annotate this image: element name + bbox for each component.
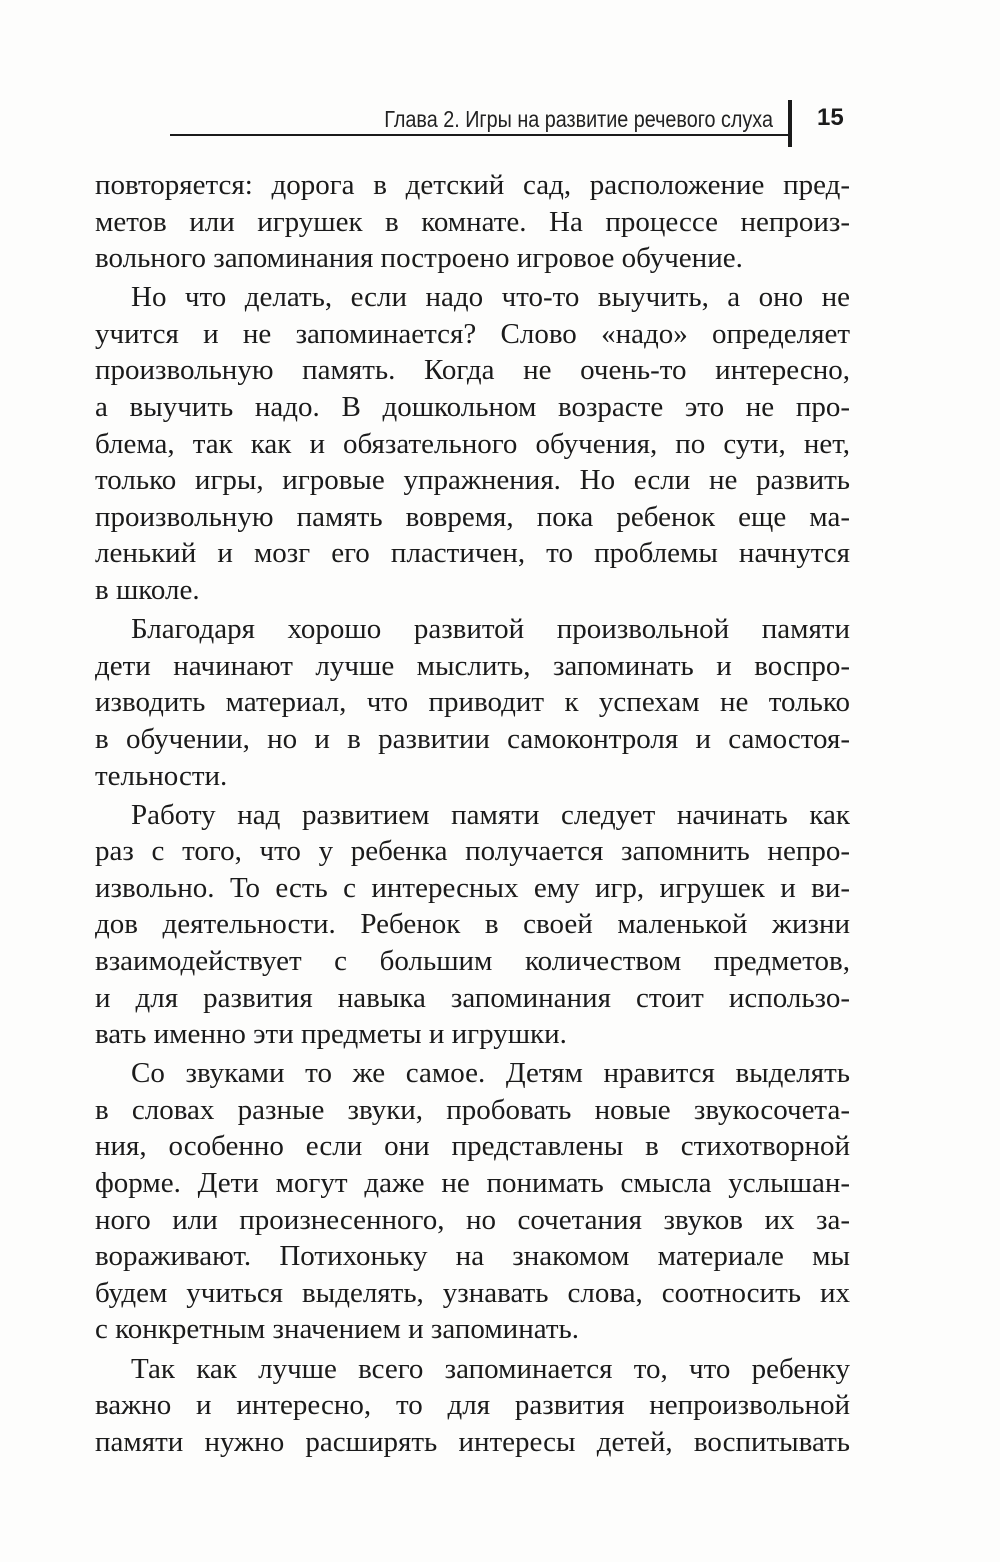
text-line: извольно. То есть с интересных ему игр, игрушек и ви- <box>95 871 850 904</box>
text-line: в обучении, но и в развитии самоконтроля и самостоя- <box>95 722 850 755</box>
text-line: форме. Дети могут даже не понимать смысла услышан- <box>95 1167 850 1200</box>
text-line: ного или произнесенного, но сочетания звуков их за- <box>95 1203 850 1236</box>
paragraph <box>95 797 850 1053</box>
text-line: Так как лучше всего запоминается то, что ребенку <box>131 1352 850 1385</box>
paragraph <box>95 1055 850 1348</box>
text-line: дети начинают лучше мыслить, запоминать и воспро- <box>95 649 850 682</box>
text-line: памяти нужно расширять интересы детей, воспитывать <box>95 1425 850 1458</box>
text-line: только игры, игровые упражнения. Но если не развить <box>95 464 850 497</box>
text-line: раз с того, что у ребенка получается запомнить непро- <box>95 835 850 868</box>
text-line: учится и не запоминается? Слово «надо» определяет <box>95 317 850 350</box>
text-line: тельности. <box>95 759 228 792</box>
paragraph <box>95 1351 850 1461</box>
text-line: ленький и мозг его пластичен, то проблемы начнутся <box>95 537 850 570</box>
text-line: Со звуками то же самое. Детям нравится выделять <box>131 1057 850 1090</box>
text-line: будем учиться выделять, узнавать слова, соотносить их <box>95 1276 850 1309</box>
paragraph <box>95 611 850 794</box>
text-line: произвольную память вовремя, пока ребенок еще ма- <box>95 500 850 533</box>
paragraph <box>95 167 850 277</box>
running-head-title: Глава 2. Игры на развитие речевого слуха <box>384 106 773 132</box>
page-body <box>95 167 850 1460</box>
text-line: в школе. <box>95 574 200 607</box>
text-line: с конкретным значением и запоминать. <box>95 1313 579 1346</box>
paragraph <box>95 279 850 608</box>
text-line: ния, особенно если они представлены в стихотворной <box>95 1130 850 1163</box>
text-line: важно и интересно, то для развития непроизвольной <box>95 1389 850 1422</box>
text-line: произвольную память. Когда не очень-то интересно, <box>95 354 850 387</box>
text-line: взаимодействует с большим количеством предметов, <box>95 944 850 977</box>
text-line: блема, так как и обязательного обучения, по сути, нет, <box>95 427 850 460</box>
text-line: Но что делать, если надо что-то выучить, а оно не <box>131 281 850 314</box>
text-line: а выучить надо. В дошкольном возрасте это не про- <box>95 391 850 424</box>
text-line: вольного запоминания построено игровое обучение. <box>95 242 743 275</box>
text-line: вать именно эти предметы и игрушки. <box>95 1018 567 1051</box>
header-divider <box>788 100 792 147</box>
text-line: в словах разные звуки, пробовать новые звукосочета- <box>95 1093 850 1126</box>
text-line: метов или игрушек в комнате. На процессе непроиз- <box>95 205 850 238</box>
text-line: Благодаря хорошо развитой произвольной памяти <box>131 613 850 646</box>
page-number: 15 <box>817 104 844 131</box>
header-rule <box>170 134 790 136</box>
text-line: и для развития навыка запоминания стоит использо- <box>95 981 850 1014</box>
text-line: изводить материал, что приводит к успехам не только <box>95 686 850 719</box>
text-line: дов деятельности. Ребенок в своей маленькой жизни <box>95 908 850 941</box>
text-line: вораживают. Потихоньку на знакомом материале мы <box>95 1240 850 1273</box>
text-line: повторяется: дорога в детский сад, расположение пред- <box>95 169 850 201</box>
text-line: Работу над развитием памяти следует начинать как <box>131 798 850 831</box>
